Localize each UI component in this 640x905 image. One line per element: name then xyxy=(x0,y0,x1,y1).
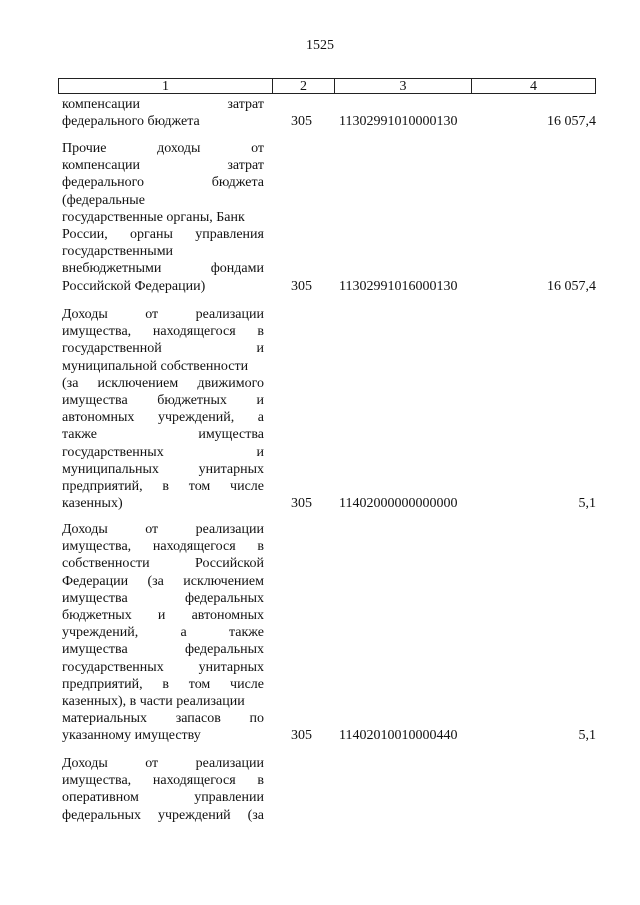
header-col-3: 3 xyxy=(335,79,472,93)
description-word: находящегося xyxy=(152,773,236,789)
description-word: фондами xyxy=(210,261,264,277)
description-line xyxy=(62,226,264,243)
description-word: Доходы xyxy=(62,756,108,771)
description-word: имущества, xyxy=(62,324,132,340)
description-line xyxy=(62,590,264,607)
description-word: имущества, xyxy=(62,773,132,789)
description-word: (федеральные xyxy=(62,192,145,208)
description-line xyxy=(62,323,264,340)
amount-cell: 16 057,4 xyxy=(547,278,596,294)
description-line xyxy=(62,755,264,772)
description-word: собственности xyxy=(62,556,150,572)
description-word: реализации xyxy=(195,307,264,322)
description-word: компенсации xyxy=(62,97,140,112)
description-word: Прочие xyxy=(62,141,107,156)
description-line xyxy=(62,521,264,538)
description-word: федеральных xyxy=(184,642,264,658)
description-word: органы xyxy=(130,226,173,242)
description-line xyxy=(62,243,264,260)
description-word: управлении xyxy=(194,790,264,806)
description-word: Доходы xyxy=(62,307,108,322)
description-word: имущества xyxy=(62,392,128,408)
admin-code-cell: 305 xyxy=(291,114,312,130)
description-line xyxy=(62,444,264,461)
description-word: муниципальных xyxy=(62,461,159,477)
table-header xyxy=(58,78,596,94)
description-word: оперативном xyxy=(62,790,139,806)
description-word: движимого xyxy=(197,375,264,391)
description-word: запасов xyxy=(175,711,221,727)
description-line xyxy=(62,140,264,157)
description-line xyxy=(62,807,264,824)
description-line xyxy=(62,693,264,710)
description-word: государственными xyxy=(62,244,174,260)
description-word: и xyxy=(256,444,264,460)
description-line xyxy=(62,641,264,658)
description-word: имущества xyxy=(198,427,264,443)
description-line xyxy=(62,96,264,113)
description-word: учреждений, xyxy=(62,625,139,641)
description-word: доходы xyxy=(157,141,201,156)
admin-code-cell: 305 xyxy=(291,496,312,512)
description-word: казенных) xyxy=(62,496,123,512)
description-line xyxy=(62,538,264,555)
description-line xyxy=(62,478,264,495)
description-word: предприятий, xyxy=(62,478,143,494)
description-word: от xyxy=(145,522,159,537)
description-word: (за xyxy=(247,807,264,823)
description-word: а xyxy=(257,410,264,426)
budget-code-cell: 11402010010000440 xyxy=(339,728,458,744)
description-word: имущества, xyxy=(62,539,132,555)
description-line xyxy=(62,278,264,295)
row-description xyxy=(62,96,264,130)
description-word: государственных xyxy=(62,659,164,675)
row-description xyxy=(62,306,264,512)
description-word: реализации xyxy=(195,756,264,771)
description-word: в xyxy=(257,324,264,340)
description-line xyxy=(62,461,264,478)
description-word: учреждений xyxy=(157,807,231,823)
description-line xyxy=(62,392,264,409)
description-word: от xyxy=(145,307,159,322)
description-word: Российской xyxy=(195,556,264,572)
description-word: затрат xyxy=(227,97,264,112)
description-word: унитарных xyxy=(198,659,264,675)
header-col-1: 1 xyxy=(59,79,273,93)
description-word: федеральных xyxy=(184,590,264,606)
description-word: находящегося xyxy=(152,324,236,340)
description-word: внебюджетными xyxy=(62,261,162,277)
description-word: учреждений, xyxy=(157,410,235,426)
description-word: от xyxy=(251,141,264,156)
header-col-2: 2 xyxy=(273,79,335,93)
description-word: федерального бюджета xyxy=(62,114,200,130)
description-word: Российской Федерации) xyxy=(62,278,206,294)
budget-code-cell: 11302991010000130 xyxy=(339,114,458,130)
description-word: (за xyxy=(62,375,79,391)
description-word: казенных), в части реализации xyxy=(62,693,245,709)
description-word: бюджетных xyxy=(157,392,227,408)
description-line xyxy=(62,659,264,676)
description-word: (за xyxy=(147,573,164,589)
description-word: также xyxy=(228,625,264,641)
description-word: материальных xyxy=(62,711,148,727)
description-word: от xyxy=(145,756,159,771)
description-line xyxy=(62,157,264,174)
description-line xyxy=(62,607,264,624)
description-word: в xyxy=(257,773,264,789)
description-word: муниципальной собственности xyxy=(62,358,249,374)
budget-code-cell: 11402000000000000 xyxy=(339,496,458,512)
description-line xyxy=(62,375,264,392)
description-word: бюджетных xyxy=(62,607,132,623)
row-description xyxy=(62,521,264,744)
admin-code-cell: 305 xyxy=(291,728,312,744)
description-line xyxy=(62,495,264,512)
description-line xyxy=(62,192,264,209)
description-line xyxy=(62,174,264,191)
description-line xyxy=(62,710,264,727)
description-word: исключением xyxy=(183,573,264,589)
description-word: числе xyxy=(230,478,264,494)
row-description xyxy=(62,140,264,295)
description-word: федерального xyxy=(62,175,145,191)
description-word: России, xyxy=(62,226,108,242)
description-line xyxy=(62,426,264,443)
admin-code-cell: 305 xyxy=(291,278,312,294)
description-word: затрат xyxy=(227,158,264,174)
description-word: имущества xyxy=(62,590,128,606)
description-line xyxy=(62,573,264,590)
description-word: реализации xyxy=(195,522,264,537)
description-word: и xyxy=(256,341,264,357)
description-word: том xyxy=(188,478,211,494)
header-col-4: 4 xyxy=(530,79,537,94)
amount-cell: 5,1 xyxy=(578,496,596,512)
description-word: управления xyxy=(195,226,264,242)
description-word: том xyxy=(188,676,211,692)
description-line xyxy=(62,358,264,375)
description-line xyxy=(62,113,264,130)
description-word: числе xyxy=(230,676,264,692)
description-word: находящегося xyxy=(152,539,236,555)
description-word: бюджета xyxy=(211,175,264,191)
budget-code-cell: 11302991016000130 xyxy=(339,278,458,294)
description-word: и xyxy=(157,607,166,623)
description-word: по xyxy=(249,711,264,727)
description-line xyxy=(62,409,264,426)
description-word: государственных xyxy=(62,444,164,460)
description-word: в xyxy=(162,478,170,494)
description-word: также xyxy=(62,427,98,443)
description-line xyxy=(62,624,264,641)
description-line xyxy=(62,260,264,277)
description-line xyxy=(62,789,264,806)
description-word: в xyxy=(257,539,264,555)
description-word: и xyxy=(256,392,264,408)
description-line xyxy=(62,306,264,323)
description-word: имущества xyxy=(62,642,128,658)
description-word: предприятий, xyxy=(62,676,143,692)
page-number: 1525 xyxy=(306,38,334,53)
amount-cell: 5,1 xyxy=(578,728,596,744)
description-word: Доходы xyxy=(62,522,108,537)
description-word: унитарных xyxy=(198,461,264,477)
description-line xyxy=(62,340,264,357)
description-line xyxy=(62,676,264,693)
description-line xyxy=(62,772,264,789)
description-word: Федерации xyxy=(62,573,129,589)
description-line xyxy=(62,209,264,226)
description-line xyxy=(62,555,264,572)
row-description xyxy=(62,755,264,824)
description-word: в xyxy=(162,676,170,692)
description-word: автономных xyxy=(191,607,264,623)
description-word: автономных xyxy=(62,410,135,426)
description-word: компенсации xyxy=(62,158,140,174)
description-word: указанному имуществу xyxy=(62,728,201,744)
description-word: а xyxy=(180,625,187,641)
description-word: государственные органы, Банк xyxy=(62,209,245,225)
amount-cell: 16 057,4 xyxy=(547,114,596,130)
description-word: федеральных xyxy=(62,807,142,823)
description-word: государственной xyxy=(62,341,162,357)
description-line xyxy=(62,727,264,744)
description-word: исключением xyxy=(97,375,179,391)
